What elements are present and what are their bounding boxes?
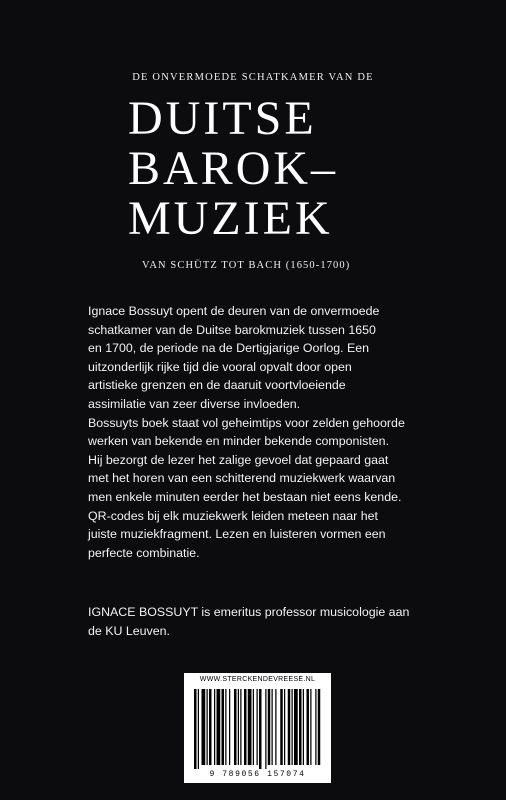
isbn-number: 9 789056 157074: [209, 770, 306, 779]
blurb-line: men enkele minuten eerder het bestaan niet eens kende.: [88, 489, 402, 504]
barcode-bar: [292, 689, 293, 765]
barcode-bar: [299, 689, 302, 765]
blurb-line: uitzonderlijk rijke tijd die vooral opvalt door open: [88, 359, 352, 374]
cover-kicker: DE ONVERMOEDE SCHATKAMER VAN DE: [132, 72, 374, 83]
blurb-line: Ignace Bossuyt opent de deuren van de onvermoede: [88, 304, 380, 318]
barcode-bar: [294, 689, 298, 765]
barcode-bar: [318, 689, 321, 765]
title-line: DUITSE: [128, 92, 317, 145]
barcode-bar: [222, 689, 225, 765]
blurb-line: Bossuyts boek staat vol geheimtips voor zelden gehoorde: [88, 415, 405, 430]
barcode-bar: [307, 689, 310, 765]
bio-line: IGNACE BOSSUYT is emeritus professor musicologie aan: [88, 605, 410, 619]
blurb-text: [88, 302, 433, 562]
barcode-bar: [275, 689, 276, 765]
barcode-icon: [194, 689, 321, 769]
barcode-bar: [202, 689, 206, 765]
blurb-line: Hij bezorgt de lezer het zalige gevoel dat gepaard gaat: [88, 452, 389, 467]
barcode-bar: [214, 689, 215, 765]
barcode-bar: [244, 689, 247, 765]
barcode-panel: [184, 673, 331, 783]
blurb-line: juiste muziekfragment. Lezen en luisteren vormen een: [88, 527, 386, 542]
barcode-bar: [268, 689, 271, 765]
blurb-line: met het horen van een schitterend muziekwerk waarvan: [88, 471, 396, 486]
cover-subtitle: VAN SCHÜTZ TOT BACH (1650-1700): [142, 260, 351, 271]
title-line: MUZIEK: [128, 192, 333, 245]
barcode-bar: [288, 689, 291, 765]
blurb-line: perfecte combinatie.: [88, 545, 200, 560]
barcode-bar: [253, 689, 254, 765]
author-bio: [88, 603, 433, 640]
barcode-bar: [257, 689, 258, 765]
barcode-bar: [240, 689, 241, 765]
blurb-line: en 1700, de periode na de Dertigjarige Oorlog. Een: [88, 341, 370, 356]
barcode-bar: [194, 689, 197, 769]
barcode-bar: [198, 689, 199, 769]
cover-title: [128, 94, 388, 244]
barcode-bar: [280, 689, 283, 765]
blurb-line: schatkamer van de Duitse barokmuziek tussen 1650: [88, 322, 376, 337]
barcode-bar: [234, 689, 237, 765]
barcode-bar: [217, 689, 221, 765]
barcode-bar: [265, 689, 266, 769]
barcode-bar: [315, 689, 316, 765]
barcode-bar: [209, 689, 212, 765]
publisher-url: WWW.STERCKENDEVREESE.NL: [199, 676, 316, 683]
bio-line: de KU Leuven.: [88, 623, 170, 638]
barcode-bar: [238, 689, 239, 765]
barcode-bar: [248, 689, 252, 765]
barcode-bar: [310, 689, 311, 765]
barcode-bar: [284, 689, 285, 765]
title-line: BAROK–: [128, 142, 339, 195]
blurb-line: werken van bekende en minder bekende componisten.: [88, 434, 390, 449]
barcode-bar: [207, 689, 208, 765]
blurb-line: assimilatie van zeer diverse invloeden.: [88, 396, 301, 411]
barcode-bar: [229, 689, 230, 765]
barcode-bar: [225, 689, 226, 765]
blurb-line: artistieke grenzen en de daaruit voortvloeiende: [88, 378, 346, 393]
barcode-bar: [272, 689, 273, 765]
blurb-line: QR-codes bij elk muziekwerk leiden meteen naar het: [88, 508, 378, 523]
barcode-bar: [259, 689, 262, 769]
barcode-bar: [303, 689, 304, 765]
